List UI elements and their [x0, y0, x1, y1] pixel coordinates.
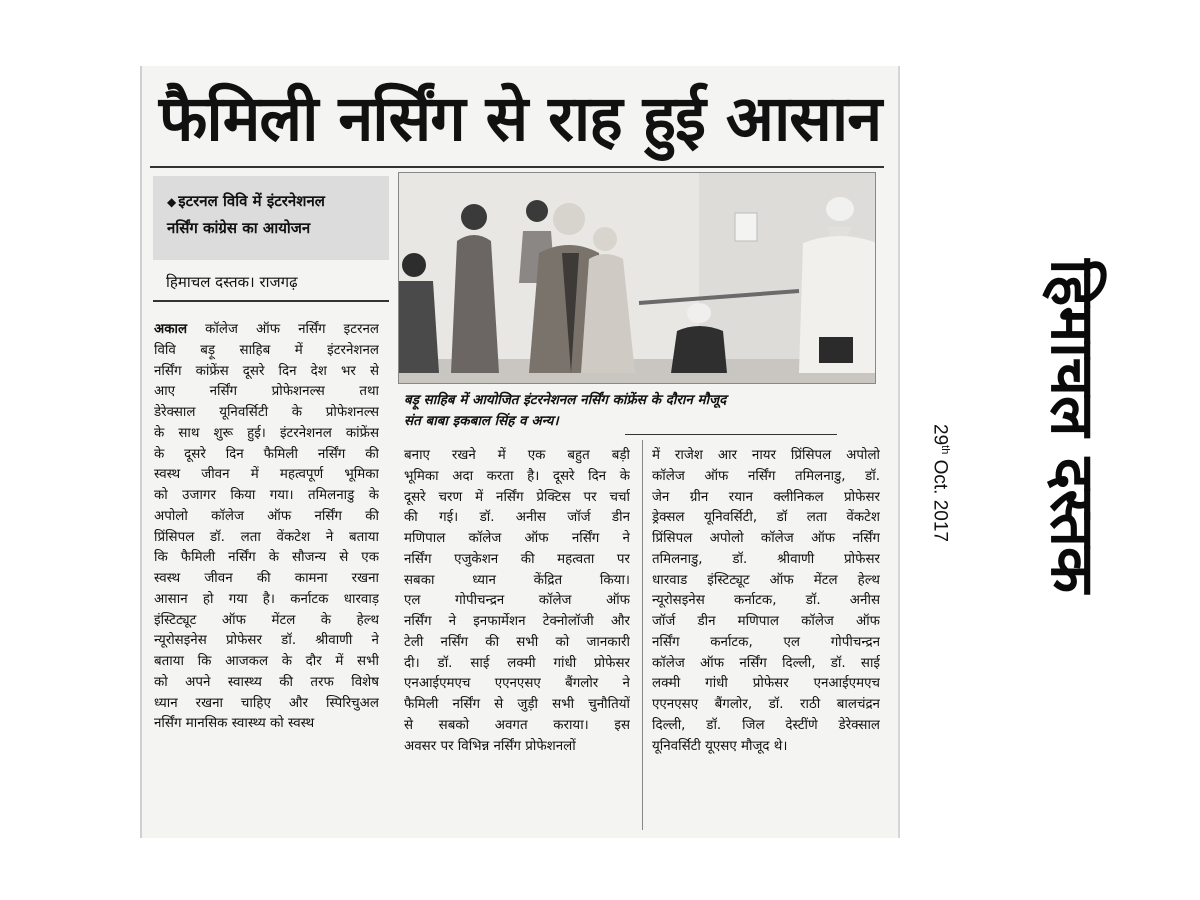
article-line-text: के साथ शुरू हुई। इंटरनेशनल कांफ्रेंस	[154, 425, 379, 441]
article-line-text: को उजागर किया गया। तमिलनाडु के	[154, 488, 379, 503]
article-line-text: भूमिका अदा करता है। दूसरे दिन के	[404, 468, 630, 484]
article-line	[404, 571, 630, 592]
article-line	[154, 611, 379, 632]
article-line	[652, 446, 880, 467]
article-line-text: फैमिली नर्सिंग से जुड़ी सभी चुनौतियों	[404, 697, 630, 712]
article-line	[652, 612, 880, 633]
article-line-text: तमिलनाडु, डॉ. श्रीवाणी प्रोफेसर	[652, 551, 880, 567]
article-line	[154, 424, 379, 445]
article-line	[154, 341, 379, 362]
article-line	[404, 737, 630, 758]
article-line	[652, 550, 880, 571]
lead-word: अकाल	[154, 322, 188, 337]
article-line-text: बताया कि आजकल के दौर में सभी	[154, 654, 379, 669]
article-line	[154, 528, 379, 549]
article-line-text: नर्सिंग मानसिक स्वास्थ्य को स्वस्थ	[154, 716, 315, 732]
article-line-text: ड्रेक्सल यूनिवर्सिटी, डॉ लता वेंकटेश	[652, 510, 880, 526]
article-line	[652, 674, 880, 695]
article-line-text: लक्मी गांधी प्रोफेसर एनआईएमएच	[652, 676, 880, 692]
article-line-text: नर्सिंग कांफ्रेंस दूसरे दिन देश भर से	[154, 363, 379, 379]
article-line	[652, 571, 880, 592]
article-line	[404, 716, 630, 737]
article-line-text: स्वस्थ जीवन की कामना रखना	[154, 571, 379, 586]
article-line	[154, 548, 379, 569]
article-line	[404, 446, 630, 467]
article-line-text: टेली नर्सिंग की सभी को जानकारी	[404, 634, 630, 650]
article-line-text: ध्यान रखना चाहिए और स्पिरिचुअल	[154, 695, 379, 711]
article-line-text: नर्सिंग कर्नाटक, एल गोपीचन्द्रन	[652, 634, 880, 650]
article-line	[154, 590, 379, 611]
article-line	[154, 631, 379, 652]
column-divider	[642, 440, 643, 830]
article-line-text: दूसरे चरण में नर्सिंग प्रेक्टिस पर चर्चा	[404, 489, 630, 505]
article-line-text: स्वस्थ जीवन में महत्वपूर्ण भूमिका	[154, 467, 379, 483]
article-line-text: सबका ध्यान केंद्रित किया।	[404, 572, 630, 588]
article-line-text: अपोलो कॉलेज ऑफ नर्सिंग की	[154, 508, 379, 524]
article-line-text: न्यूरोसइनेस प्रोफेसर डॉ. श्रीवाणी ने	[154, 633, 379, 649]
article-line-text: एएनएसए बैंगलोर, डॉ. राठी बालचंद्रन	[652, 697, 880, 712]
article-column-3	[652, 446, 880, 757]
article-line	[154, 714, 379, 735]
article-line-text: एनआईएमएच एएनएसए बैंगलोर ने	[404, 676, 630, 692]
article-line-text: की गई। डॉ. अनीस जॉर्ज डीन	[404, 510, 630, 526]
article-line-text: कॉलेज ऑफ नर्सिंग इटरनल	[187, 322, 379, 337]
article-line	[154, 673, 379, 694]
article-line-text: आए नर्सिंग प्रोफेशनल्स तथा	[154, 384, 379, 400]
article-line	[404, 508, 630, 529]
article-line	[404, 591, 630, 612]
article-line	[154, 652, 379, 673]
article-line-text: कॉलेज ऑफ नर्सिंग दिल्ली, डॉ. साई	[652, 655, 880, 671]
article-line	[652, 654, 880, 675]
article-line-text: बनाए रखने में एक बहुत बड़ी	[404, 448, 630, 463]
article-line	[404, 612, 630, 633]
article-line-text: मणिपाल कॉलेज ऑफ नर्सिंग ने	[404, 531, 630, 546]
newspaper-masthead: हिमाचल दस्तक	[1037, 259, 1107, 593]
article-line-text: न्यूरोसइनेस कर्नाटक, डॉ. अनीस	[652, 593, 880, 609]
article-line	[154, 465, 379, 486]
headline: फैमिली नर्सिंग से राह हुई आसान	[158, 82, 882, 155]
article-line	[154, 445, 379, 466]
subheading-line-1: ◆ इटरनल विवि में इंटरनेशनल	[167, 192, 325, 210]
article-line	[652, 695, 880, 716]
article-line-text: यूनिवर्सिटी यूएसए मौजूद थे।	[652, 738, 788, 754]
article-line	[404, 695, 630, 716]
article-line-text: जॉर्ज डीन मणिपाल कॉलेज ऑफ	[652, 614, 880, 629]
article-line	[154, 569, 379, 590]
article-line-text: को अपने स्वास्थ्य की तरफ विशेष	[154, 674, 379, 690]
article-line	[154, 486, 379, 507]
article-line	[154, 362, 379, 383]
article-line-text: प्रिंसिपल अपोलो कॉलेज ऑफ नर्सिंग	[652, 531, 880, 546]
article-line	[652, 467, 880, 488]
event-photo	[398, 172, 876, 384]
article-line-text: में राजेश आर नायर प्रिंसिपल अपोलो	[652, 448, 880, 463]
article-line-text: अवसर पर विभिन्न नर्सिंग प्रोफेशनलों	[404, 738, 576, 754]
article-line-text: नर्सिंग ने इनफार्मेशन टेक्नोलॉजी और	[404, 614, 630, 629]
article-line-text: से सबको अवगत कराया। इस	[404, 717, 630, 733]
article-line	[154, 694, 379, 715]
article-line-text: कॉलेज ऑफ नर्सिंग तमिलनाडु, डॉ.	[652, 468, 880, 484]
article-line-text: विवि बड़ू साहिब में इंटरनेशनल	[154, 342, 379, 358]
article-line-text: धारवाड इंस्टिट्यूट ऑफ मेंटल हेल्थ	[652, 572, 880, 588]
subheading-box	[153, 176, 389, 260]
article-line	[154, 507, 379, 528]
article-line	[154, 403, 379, 424]
article-line	[404, 529, 630, 550]
diamond-bullet-icon: ◆	[167, 195, 177, 209]
article-column-1	[154, 320, 379, 735]
article-line	[652, 633, 880, 654]
article-line	[652, 508, 880, 529]
photo-caption	[404, 390, 876, 432]
article-line	[154, 382, 379, 403]
photo-caption-line-1: बड़ू साहिब में आयोजित इंटरनेशनल नर्सिंग कांफ्रेंस के दौरान मौजूद	[404, 392, 727, 408]
article-line-text: के दूसरे दिन फैमिली नर्सिंग की	[154, 446, 379, 462]
article-line	[154, 320, 379, 341]
subheading-line-2: नर्सिंग कांग्रेस का आयोजन	[167, 219, 311, 237]
headline-rule	[150, 166, 884, 168]
article-line	[652, 716, 880, 737]
article-line-text: नर्सिंग एजुकेशन की महत्वता पर	[404, 551, 630, 567]
article-line	[652, 591, 880, 612]
article-line-text: प्रिंसिपल डॉ. लता वेंकटेश ने बताया	[154, 529, 379, 545]
photo-caption-line-2: संत बाबा इकबाल सिंह व अन्य।	[404, 413, 559, 429]
article-line-text: कि फैमिली नर्सिंग के सौजन्य से एक	[154, 550, 379, 566]
event-photo-illustration	[399, 173, 876, 384]
article-line-text: दिल्ली, डॉ. जिल देस्टींणे डेरेक्साल	[652, 717, 880, 733]
article-line-text: दी। डॉ. साई लक्मी गांधी प्रोफेसर	[404, 655, 630, 671]
article-line	[404, 550, 630, 571]
article-line	[404, 633, 630, 654]
publication-date: 29th Oct. 2017	[929, 424, 951, 542]
article-line	[404, 488, 630, 509]
article-line	[652, 529, 880, 550]
article-column-2	[404, 446, 630, 757]
article-line-text: डेरेक्साल यूनिवर्सिटी के प्रोफेशनल्स	[154, 405, 379, 420]
article-line	[404, 654, 630, 675]
article-line	[404, 674, 630, 695]
byline-rule	[153, 300, 389, 302]
article-line-text: एल गोपीचन्द्रन कॉलेज ऑफ	[404, 593, 630, 609]
byline: हिमाचल दस्तक। राजगढ़	[166, 273, 298, 291]
article-line-text: आसान हो गया है। कर्नाटक धारवाड़	[154, 591, 379, 607]
article-line	[652, 737, 880, 758]
article-line	[652, 488, 880, 509]
article-line-text: इंस्टिट्यूट ऑफ मेंटल के हेल्थ	[154, 612, 379, 628]
article-line	[404, 467, 630, 488]
caption-rule	[625, 434, 837, 435]
article-line-text: जेन ग्रीन रयान क्लीनिकल प्रोफेसर	[652, 489, 880, 505]
